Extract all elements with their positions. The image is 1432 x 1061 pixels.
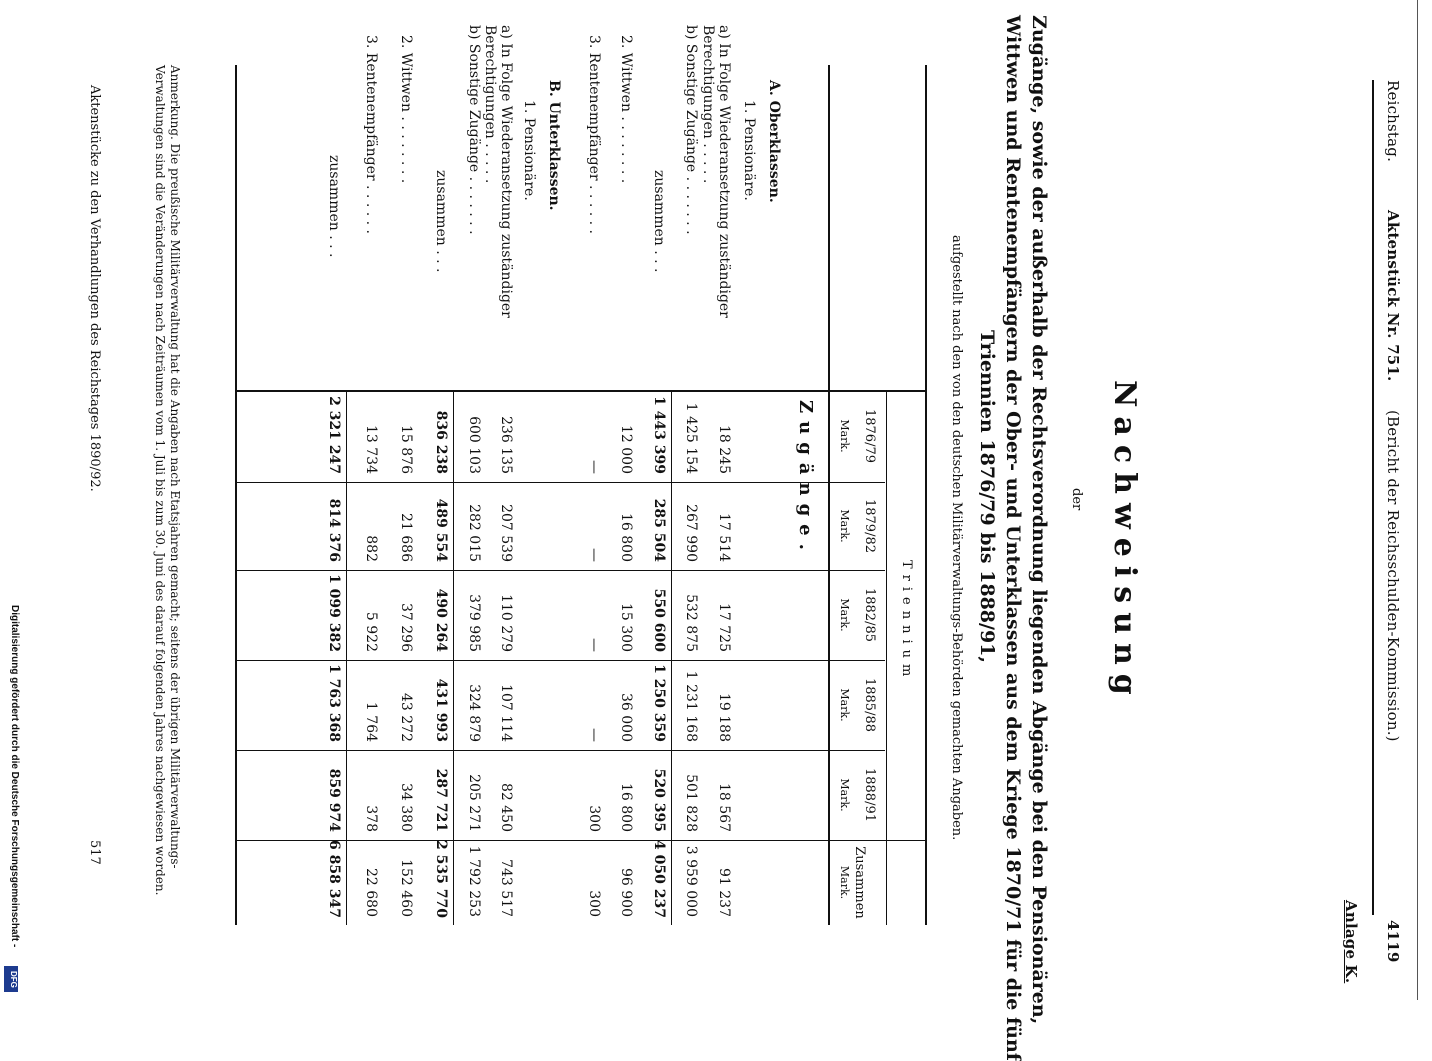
page-title: Nachweisung [1107, 380, 1142, 704]
table-cell: 379 985 [466, 594, 482, 652]
row-label: A. Oberklassen. [766, 80, 782, 203]
table-cell: — [586, 460, 602, 474]
row-label: b) Sonstige Zugänge . . . . . . . [466, 25, 482, 235]
credit-text: Digitalisierung gefördert durch die Deutsche Forschungsgemeinschaft - [9, 605, 20, 948]
annex-label: Anlage K. [1342, 900, 1360, 984]
unit-label: Mark. [838, 778, 851, 812]
table-cell: 107 114 [498, 684, 514, 742]
table-cell: 17 514 [716, 513, 732, 562]
table-cell: 22 680 [363, 868, 379, 917]
table-cell: 1 425 154 [683, 402, 699, 474]
table-cell: 16 800 [618, 513, 634, 562]
footnote: Anmerkung. Die preußische Militärverwaltung hat die Angaben nach Etatsjahren gemacht; seitens der übrigen Militärverwaltungs-Verwaltungen sind die Veränderungen nach Zeiträumen vom 1. Juli bis zum 30. Juni des darauf folgenden Jahres nachgewiesen worden. [153, 65, 182, 896]
table-cell: 17 725 [716, 603, 732, 652]
subtitle-line-3: Triennien 1876/79 bis 1888/91, [976, 330, 998, 664]
unit-label: Mark. [838, 688, 851, 722]
table-cell: 882 [363, 535, 379, 562]
table-cell: 501 828 [683, 774, 699, 832]
page-number: 4119 [1384, 920, 1402, 963]
table-cell: 19 188 [716, 693, 732, 742]
row-label: 1. Pensionäre. [521, 100, 537, 201]
column-headers [830, 390, 885, 925]
table-cell: 489 554 [433, 498, 449, 562]
triennium-header: Triennium [899, 560, 914, 683]
col-header: 1882/85 [862, 587, 877, 642]
table-cell: 520 395 [651, 768, 667, 832]
footer-title: Aktenstücke zu den Verhandlungen des Reichstages 1890/92. [87, 85, 102, 492]
table-cell: — [586, 638, 602, 652]
table-cell: 1 099 382 [326, 574, 342, 652]
subtitle-line-4: aufgestellt nach den von den deutschen Militärverwaltungs-Behörden gemachten Angaben. [949, 235, 964, 841]
unit-label: Mark. [838, 509, 851, 543]
table-cell: 34 380 [398, 783, 414, 832]
table-cell: 743 517 [498, 859, 514, 917]
table-cell: 15 876 [398, 425, 414, 474]
table-cell: 3 959 000 [683, 845, 699, 917]
table-cell: 4 050 237 [651, 840, 667, 918]
table-cell: 43 272 [398, 693, 414, 742]
table-cell: 236 135 [498, 416, 514, 474]
table-cell: 110 279 [498, 594, 514, 652]
table-cell: 300 [586, 805, 602, 832]
header-rule [1372, 80, 1374, 915]
table-cell: 324 879 [466, 684, 482, 742]
table-cell: 532 875 [683, 594, 699, 652]
unit-label: Mark. [838, 598, 851, 632]
table-top-rule [925, 65, 927, 925]
row-label: a) In Folge Wiederansetzung zuständiger Berechtigungen . . . . . [482, 25, 514, 318]
table-cell: 267 990 [683, 504, 699, 562]
row-label: 2. Wittwen . . . . . . . . [618, 35, 634, 184]
table-cell: 13 734 [363, 425, 379, 474]
section-title: Zugänge. [795, 400, 816, 558]
dfg-logo: DFG [4, 966, 18, 992]
table-cell: 282 015 [466, 504, 482, 562]
table-cell: 37 296 [398, 603, 414, 652]
header-left: Reichstag. [1384, 80, 1402, 163]
table-cell: 6 858 347 [326, 840, 342, 918]
row-label: 3. Rentenempfänger . . . . . . [586, 35, 602, 234]
header-right: (Bericht der Reichsschulden-Kommission.) [1384, 410, 1402, 742]
table-cell: 600 103 [466, 416, 482, 474]
subtitle-line-1: Zugänge, sowie der außerhalb der Rechtsverordnung liegenden Abgänge bei den Pensionären, [1028, 15, 1050, 1025]
table-cell: 1 250 359 [651, 664, 667, 742]
sum-rule [346, 390, 347, 925]
col-header: 1879/82 [862, 498, 877, 553]
table-cell: 431 993 [433, 678, 449, 742]
row-label: zusammen . . . [433, 170, 449, 273]
col-header: Zusammen [852, 846, 867, 919]
scan-margin [1417, 0, 1432, 1000]
table-cell: 1 443 399 [651, 396, 667, 474]
row-label: b) Sonstige Zugänge . . . . . . . [683, 25, 699, 235]
table-cell: 300 [586, 890, 602, 917]
table-bottom-rule [235, 65, 237, 925]
table-cell: 1 792 253 [466, 845, 482, 917]
table-cell: 18 567 [716, 783, 732, 832]
col-header: 1888/91 [862, 767, 877, 822]
table-cell: 859 974 [326, 768, 342, 832]
table-cell: 15 300 [618, 603, 634, 652]
table-cell: 96 900 [618, 868, 634, 917]
table-cell: 16 800 [618, 783, 634, 832]
header-center: Aktenstück Nr. 751. [1384, 210, 1402, 382]
header-group-rule [886, 390, 887, 925]
table-cell: 18 245 [716, 425, 732, 474]
table-cell: 550 600 [651, 588, 667, 652]
table-cell: 205 271 [466, 774, 482, 832]
row-label: zusammen . . . [651, 170, 667, 273]
table-cell: 814 376 [326, 498, 342, 562]
subtitle-line-2: Wittwen und Rentenempfängern der Ober- und Unterklassen aus dem Kriege 1870/71 für die fünf [1002, 15, 1024, 1061]
table-cell: — [586, 728, 602, 742]
digitization-credit [0, 0, 22, 1000]
col-header: 1876/79 [862, 408, 877, 463]
row-label: B. Unterklassen. [546, 80, 562, 211]
table-cell: 207 539 [498, 504, 514, 562]
col-header: 1885/88 [862, 677, 877, 732]
footer-page-number: 517 [87, 840, 102, 865]
unit-label: Mark. [838, 419, 851, 453]
row-label: 1. Pensionäre. [741, 100, 757, 201]
table-cell: 490 264 [433, 588, 449, 652]
table-cell: 1 763 368 [326, 664, 342, 742]
table-cell: 152 460 [398, 859, 414, 917]
table-cell: 1 764 [363, 701, 379, 742]
table-cell: 36 000 [618, 693, 634, 742]
table-cell: 91 237 [716, 868, 732, 917]
title-der: der [1069, 488, 1084, 511]
row-label: zusammen . . . [326, 155, 342, 258]
table-cell: 82 450 [498, 783, 514, 832]
unit-label: Mark. [838, 865, 851, 900]
sum-rule [671, 390, 672, 925]
table-cell: 1 231 168 [683, 670, 699, 742]
row-label: 2. Wittwen . . . . . . . . [398, 35, 414, 184]
row-label: 3. Rentenempfänger . . . . . . [363, 35, 379, 234]
table-cell: 21 686 [398, 513, 414, 562]
table-cell: 5 922 [363, 611, 379, 652]
table-cell: — [586, 548, 602, 562]
table-cell: 12 000 [618, 425, 634, 474]
table-cell: 285 504 [651, 498, 667, 562]
table-cell: 287 721 [433, 768, 449, 832]
table-cell: 836 238 [433, 410, 449, 474]
table-cell: 2 535 770 [433, 840, 449, 918]
sum-rule [453, 390, 454, 925]
table-cell: 378 [363, 805, 379, 832]
table-cell: 2 321 247 [326, 396, 342, 474]
row-label: a) In Folge Wiederansetzung zuständiger Berechtigungen . . . . . [700, 25, 732, 318]
